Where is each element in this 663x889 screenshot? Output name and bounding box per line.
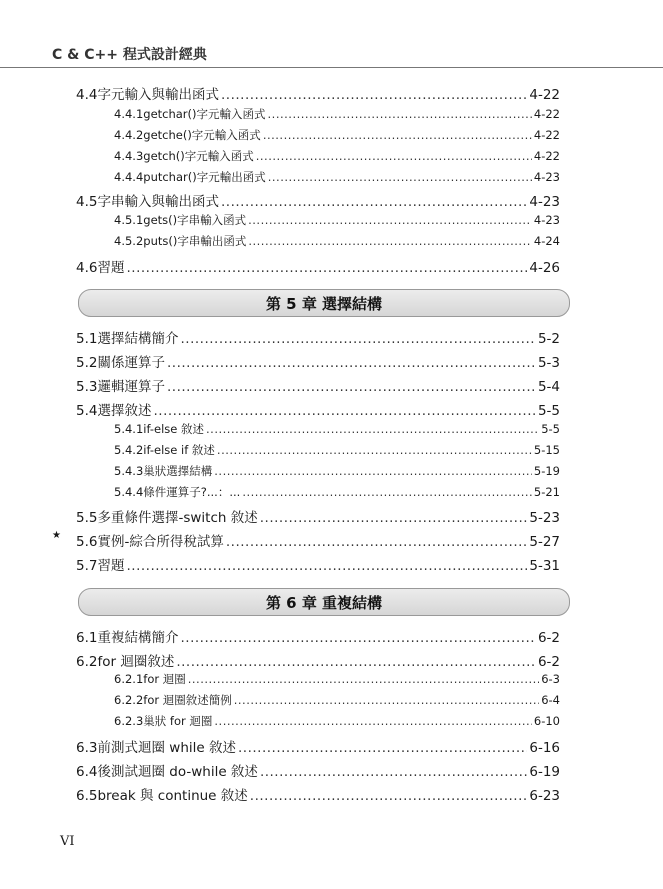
toc-entry-title: 習題	[97, 558, 125, 574]
toc-entry-page: 5-4	[537, 379, 560, 395]
toc-entry	[114, 169, 560, 185]
toc-entry	[60, 190, 560, 210]
toc-entry-page: 6-19	[529, 764, 560, 780]
toc-entry-number: 4.5.2	[114, 234, 144, 248]
toc-entry	[114, 463, 560, 479]
dot-leader	[260, 764, 527, 780]
toc-entry-page: 5-23	[529, 510, 560, 526]
chapter-5-title: 第 5 章 選擇結構	[265, 294, 383, 313]
toc-entry-title: 關係運算子	[97, 355, 165, 371]
dot-leader	[256, 149, 532, 163]
toc-entry-page: 4-26	[529, 260, 560, 276]
toc-entry-number: 4.6	[76, 260, 98, 276]
toc-entry-page: 6-16	[529, 740, 560, 756]
toc-entry-number: 5.4.1	[114, 422, 144, 436]
toc-entry	[60, 650, 560, 670]
toc-entry	[114, 442, 560, 458]
toc-entry	[60, 375, 560, 395]
toc-entry-number: 4.4.3	[114, 149, 144, 163]
dot-leader	[221, 194, 527, 210]
toc-entry-number: 5.4.4	[114, 485, 144, 499]
dot-leader	[248, 213, 532, 227]
dot-leader	[180, 331, 535, 347]
toc-entry-number: 6.2.1	[114, 672, 144, 686]
toc-entry-number: 5.3	[76, 379, 98, 395]
dot-leader	[221, 87, 527, 103]
toc-entry-number: 5.2	[76, 355, 98, 371]
toc-entry-title: getchar()字元輸入函式	[143, 107, 266, 121]
chapter-6-title: 第 6 章 重複結構	[265, 593, 383, 612]
toc-entry-number: 5.1	[76, 331, 98, 347]
toc-entry-title: getche()字元輸入函式	[143, 128, 261, 142]
toc-entry-page: 5-21	[533, 485, 560, 499]
toc-entry-number: 5.4.3	[114, 464, 144, 478]
toc-entry-number: 4.4	[76, 87, 98, 103]
dot-leader	[250, 788, 528, 804]
toc-entry-title: 選擇敘述	[97, 403, 152, 419]
toc-entry-title: 選擇結構簡介	[97, 331, 179, 347]
toc-entry-title: 字元輸入與輸出函式	[97, 87, 219, 103]
toc-entry-number: 5.7	[76, 558, 98, 574]
toc-entry	[114, 106, 560, 122]
toc-entry-page: 5-5	[537, 403, 560, 419]
toc-entry-number: 5.5	[76, 510, 98, 526]
dot-leader	[153, 403, 535, 419]
header-rule	[0, 67, 663, 68]
toc-entry-page: 4-22	[529, 87, 560, 103]
toc-entry-page: 5-27	[529, 534, 560, 550]
toc-entry-page: 6-3	[541, 672, 560, 686]
toc-entry-page: 4-23	[533, 170, 560, 184]
toc-entry-page: 5-2	[537, 331, 560, 347]
dot-leader	[217, 443, 532, 457]
toc-entry-page: 4-23	[533, 213, 560, 227]
chapter-6-heading	[78, 588, 570, 616]
dot-leader	[226, 534, 528, 550]
toc-entry-page: 4-22	[533, 107, 560, 121]
toc-entry-number: 6.4	[76, 764, 98, 780]
dot-leader	[268, 107, 532, 121]
dot-leader	[126, 260, 527, 276]
toc-entry-title: 習題	[97, 260, 125, 276]
toc-entry-page: 4-24	[533, 234, 560, 248]
toc-entry-number: 4.4.4	[114, 170, 144, 184]
toc-entry-page: 4-22	[533, 128, 560, 142]
toc-entry-title: 前測式迴圈 while 敘述	[97, 740, 236, 756]
toc-entry-title: 重複結構簡介	[97, 630, 179, 646]
toc-entry-title: 巢狀 for 迴圈	[143, 714, 213, 728]
toc-entry-number: 6.5	[76, 788, 98, 804]
dot-leader	[260, 510, 528, 526]
toc-entry-page: 6-2	[537, 654, 560, 670]
toc-entry	[114, 233, 560, 249]
dot-leader	[206, 422, 539, 436]
toc-entry	[114, 127, 560, 143]
toc-entry-number: 6.2.2	[114, 693, 144, 707]
toc-entry	[60, 760, 560, 780]
toc-entry-page: 5-15	[533, 443, 560, 457]
toc-entry-number: 5.4.2	[114, 443, 144, 457]
toc-entry-title: 邏輯運算子	[97, 379, 165, 395]
page-header	[0, 0, 663, 70]
toc-entry	[60, 351, 560, 371]
toc-entry-number: 5.4	[76, 403, 98, 419]
toc-entry-number: 4.5	[76, 194, 98, 210]
toc-entry	[114, 148, 560, 164]
book-title: C & C++ 程式設計經典	[52, 47, 207, 63]
dot-leader	[167, 355, 536, 371]
toc-entry-number: 6.1	[76, 630, 98, 646]
toc-entry-title: puts()字串輸出函式	[143, 234, 247, 248]
toc-entry-number: 6.2.3	[114, 714, 144, 728]
toc-entry-page: 4-23	[529, 194, 560, 210]
toc-entry-title: for 迴圈	[143, 672, 186, 686]
dot-leader	[234, 693, 539, 707]
dot-leader	[214, 464, 532, 478]
toc-entry-page: 5-19	[533, 464, 560, 478]
toc-entry	[60, 626, 560, 646]
dot-leader	[214, 714, 532, 728]
toc-entry-number: 6.3	[76, 740, 98, 756]
toc-entry-title: getch()字元輸入函式	[143, 149, 254, 163]
toc-entry	[60, 784, 560, 804]
dot-leader	[126, 558, 527, 574]
dot-leader	[248, 234, 532, 248]
dot-leader	[176, 654, 536, 670]
toc-entry-title: if-else if 敘述	[143, 443, 215, 457]
toc-entry-number: 5.6	[76, 534, 98, 550]
toc-entry-title: for 迴圈敘述	[97, 654, 175, 670]
toc-entry-page: 4-22	[533, 149, 560, 163]
toc-entry	[60, 256, 560, 276]
toc-entry-title: 多重條件選擇-switch 敘述	[97, 510, 258, 526]
toc-entry-title: 條件運算子?...：...	[143, 485, 241, 499]
toc-entry	[60, 554, 560, 574]
toc-entry	[114, 713, 560, 729]
toc-entry-title: 巢狀選擇結構	[143, 464, 213, 478]
toc-entry-page: 6-10	[533, 714, 560, 728]
toc-entry-title: gets()字串輸入函式	[143, 213, 247, 227]
toc-entry	[60, 736, 560, 756]
toc-entry-title: putchar()字元輸出函式	[143, 170, 266, 184]
toc-entry	[60, 327, 560, 347]
toc-entry	[60, 83, 560, 103]
dot-leader	[263, 128, 532, 142]
toc-entry	[60, 506, 560, 526]
star-icon: ★	[52, 530, 61, 541]
toc-entry-title: 實例-綜合所得稅試算	[97, 534, 224, 550]
toc-entry-title: if-else 敘述	[143, 422, 205, 436]
toc-entry-page: 5-31	[529, 558, 560, 574]
dot-leader	[188, 672, 539, 686]
toc-entry	[52, 530, 560, 550]
toc-entry	[114, 671, 560, 687]
dot-leader	[242, 485, 532, 499]
page-number: VI	[60, 834, 75, 849]
toc-entry-title: break 與 continue 敘述	[97, 788, 248, 804]
toc-entry-number: 4.4.1	[114, 107, 144, 121]
toc-entry-number: 6.2	[76, 654, 98, 670]
toc-entry	[114, 421, 560, 437]
toc-entry	[60, 399, 560, 419]
toc-entry-title: 後測試迴圈 do-while 敘述	[97, 764, 258, 780]
toc-entry-page: 6-23	[529, 788, 560, 804]
toc-entry	[114, 692, 560, 708]
dot-leader	[238, 740, 527, 756]
toc-entry-title: 字串輸入與輸出函式	[97, 194, 219, 210]
toc-entry-page: 6-4	[541, 693, 560, 707]
dot-leader	[167, 379, 536, 395]
toc-entry-page: 5-3	[537, 355, 560, 371]
toc-entry-number: 4.5.1	[114, 213, 144, 227]
toc-entry-page: 6-2	[537, 630, 560, 646]
dot-leader	[268, 170, 532, 184]
toc-entry-title: for 迴圈敘述簡例	[143, 693, 232, 707]
toc-entry	[114, 212, 560, 228]
toc-entry-number: 4.4.2	[114, 128, 144, 142]
toc-entry-page: 5-5	[541, 422, 560, 436]
dot-leader	[180, 630, 535, 646]
toc-entry	[114, 484, 560, 500]
chapter-5-heading	[78, 289, 570, 317]
